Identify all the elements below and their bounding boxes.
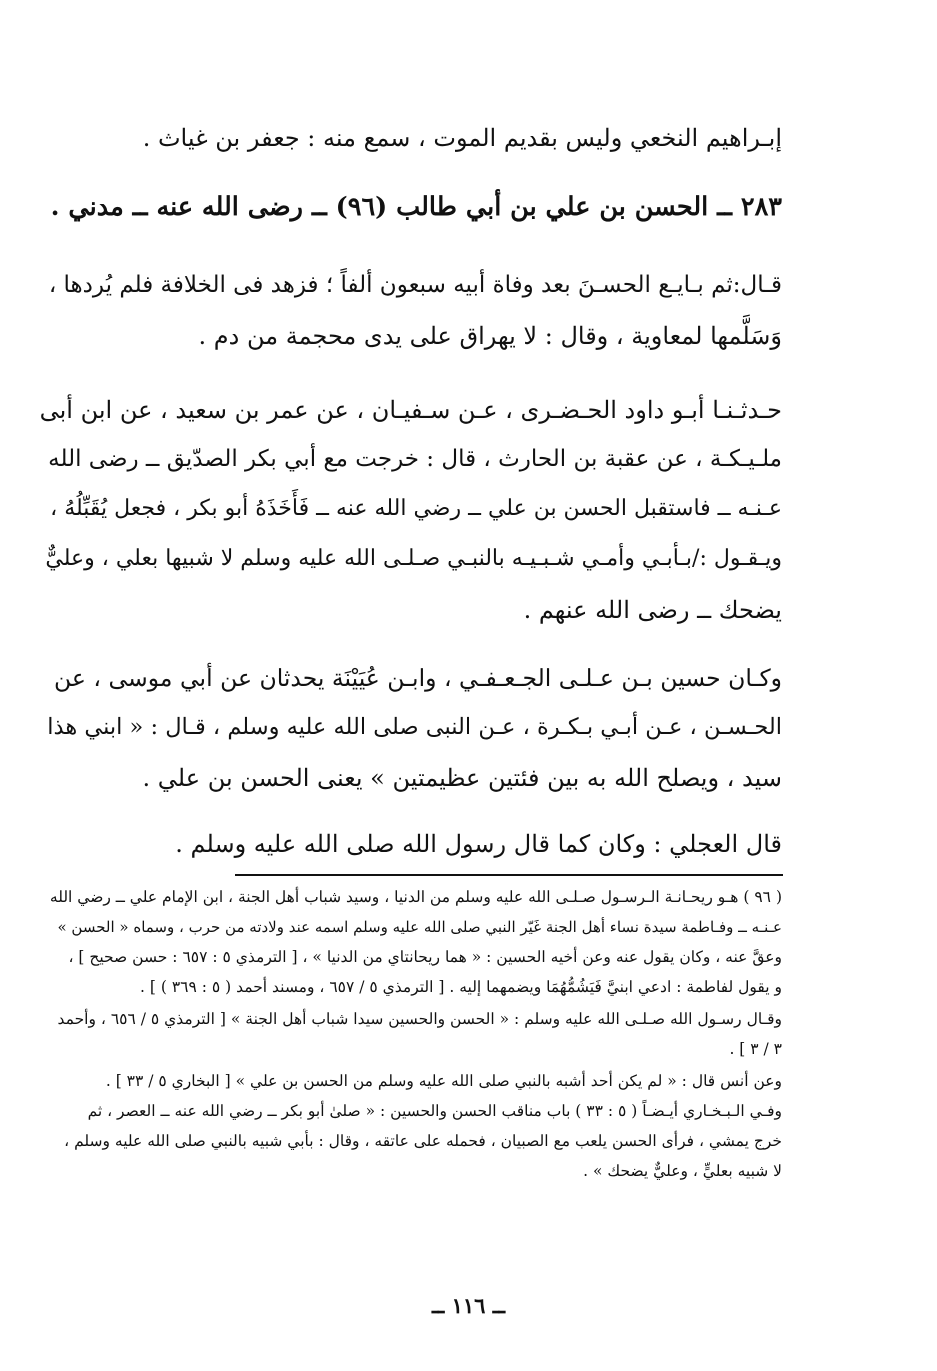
paragraph-line: يضحك ــ رضى الله عنهم .	[523, 596, 782, 624]
footnote-line: وعن أنس قال : « لم يكن أحد أشبه بالنبي صلى الله عليه وسلم من الحسن بن علي » [ البخاري ٥ / ٣٣ ] .	[105, 1072, 782, 1090]
paragraph-line: سيد ، ويصلح الله به بين فئتين عظيمتين » يعنى الحسن بن علي .	[142, 764, 782, 792]
paragraph-line: عـنـه ــ فاستقبل الحسن بن علي ــ رضي الله عنه ــ فَأَخَذَهُ أبو بكر ، فجعل يُقَبِّلُهُ ،	[50, 496, 782, 521]
footnote-line: خرج يمشي ، فرأى الحسن يلعب مع الصبيان ، فحمله على عاتقه ، وقال : بأبي شبيه بالنبي صلى الله عليه وسلم ،	[64, 1132, 782, 1150]
paragraph-line: وكـان حسين بـن عـلـى الجـعـفـي ، وابـن عُيَيْنَة يحدثان عن أبي موسى ، عن	[54, 664, 782, 692]
footnote-line: وقـال رسـول الله صـلـى الله عليه وسلم : « الحسن والحسين سيدا شباب أهل الجنة » [ الترمذي ٥ / ٦٥٦ ، وأحمد	[57, 1010, 782, 1028]
paragraph-line: قال العجلي : وكان كما قال رسول الله صلى الله عليه وسلم .	[175, 830, 782, 858]
paragraph-line: وَسَلَّمها لمعاوية ، وقال : لا يهراق على يدى محجمة من دم .	[198, 322, 782, 350]
paragraph-line: ويـقـول :/بـأبـي وأمـي شـبـيـه بالنبـي صـلـى الله عليه وسلم لا شبيها بعلي ، وعليٌّ	[45, 546, 782, 571]
entry-heading: ٢٨٣ ــ الحسن بن علي بن أبي طالب (٩٦) ــ رضى الله عنه ــ مدني .	[50, 192, 782, 222]
paragraph-line: ملـيـكـة ، عن عقبة بن الحارث ، قال : خرجت مع أبي بكر الصدّيق ــ رضى الله	[48, 446, 782, 472]
footnote-line: عـنـه ــ وفـاطمة سيدة نساء أهل الجنة غَيّر النبي صلى الله عليه وسلم اسمه عند ولادته من حرب ، وسماه « الحسن »	[57, 918, 782, 936]
footnote-line: وفـي الـبـخـاري أيـضـاً ( ٥ : ٣٣ ) باب مناقب الحسن والحسين : « صلىٰ أبو بكر ــ رضي الله عنه ــ العصر ، ثم	[87, 1102, 782, 1120]
paragraph-line: الحـسـن ، عـن أبـي بـكـرة ، عـن النبى صلى الله عليه وسلم ، قـال : « ابني هذا	[47, 714, 782, 740]
footnote-line: ( ٩٦ ) هـو ريحـانـة الـرسـول صـلـى الله عليه وسلم من الدنيا ، وسيد شباب أهل الجنة ، ابن الإمام علي ــ رضي الله	[49, 888, 782, 906]
footnote-line: و يقول لفاطمة : ادعي ابنيَّ فَيَشُمُّهُمَا ويضمهما إليه . [ الترمذي ٥ / ٦٥٧ ، ومسند أحمد ( ٥ : ٣٦٩ ) ] .	[140, 978, 782, 996]
page-number: ــ ١١٦ ــ	[431, 1293, 506, 1318]
paragraph-line: قـال:ثم بـايـع الحسـنَ بعد وفاة أبيه سبعون ألفاً ؛ فزهد فى الخلافة فلم يُردها ،	[48, 272, 782, 298]
paragraph-line: حـدثـنـا أبـو داود الحـضـرى ، عـن سـفيـان ، عن عمر بن سعيد ، عن ابن أبى	[39, 396, 782, 424]
footnote-separator	[235, 874, 783, 876]
footnote-line: وعقَّ عنه ، وكان يقول عنه وعن أخيه الحسين : « هما ريحانتاي من الدنيا » ، [ الترمذي ٥ : ٦٥٧ : حسن صحيح ] ،	[68, 948, 782, 966]
footnote-line: ٣ / ٣ ] .	[729, 1040, 782, 1058]
footnote-line: لا شبيه بعليٍّ ، وعليٌّ يضحك » .	[583, 1162, 782, 1180]
previous-entry-tail: إبـراهيم النخعي وليس بقديم الموت ، سمع منه : جعفر بن غياث .	[142, 124, 782, 152]
